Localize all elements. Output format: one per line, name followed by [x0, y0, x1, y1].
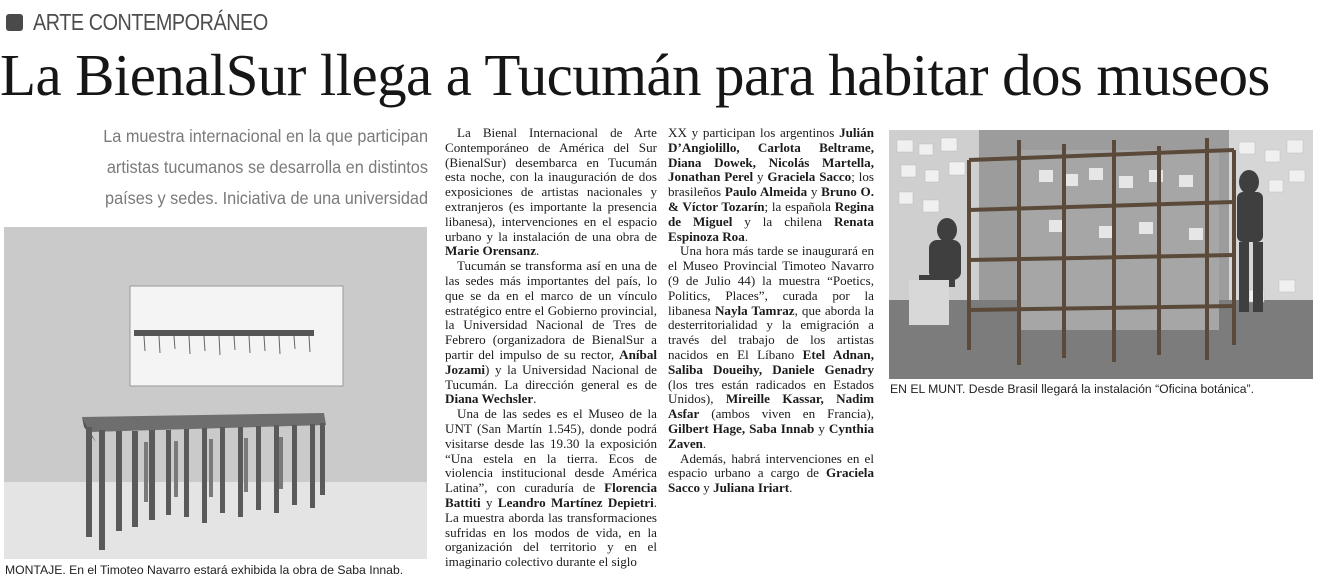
text: la española — [768, 198, 835, 214]
text: (los tres están radicados en Estados Unidos), — [668, 376, 874, 407]
text: ) y la Universidad Nacional de Tucumán. La dirección general es de — [445, 361, 657, 392]
text: y — [700, 480, 714, 496]
text: y — [753, 169, 768, 185]
text: La Bienal Internacional de Arte Contemporáneo de América del Sur (BienalSur) desembarca en Tucumán esta noche, con la inauguración de dos exposiciones de artistas nacionales y extranjeros (es importante la presencia libanesa), intervenciones en el espacio urbano y la instalación de una obra de — [445, 126, 657, 244]
name-bold: D’Angiolillo, Carlota Beltrame, Diana Dowek, Nicolás Martella, Jonathan Perel — [668, 139, 874, 185]
installation-illustration — [889, 130, 1313, 379]
name-bold: Renata — [833, 213, 874, 229]
name-bold: Aníbal Jozami — [445, 346, 657, 377]
text: los brasileños — [668, 169, 874, 200]
article-paragraph-4 — [668, 244, 874, 451]
headline: La BienalSur llega a Tucumán para habitar dos museos — [0, 42, 1270, 108]
name-bold: Paulo — [724, 184, 757, 200]
text: , que aborda la desterritorialidad y la emigración a través del trabajo de los artistas nacidos en El Líbano — [668, 302, 874, 362]
article-column-1 — [445, 126, 657, 578]
name-bold: Julián — [839, 125, 874, 140]
text: . — [536, 243, 540, 259]
subtitle: La muestra internacional en la que participan artistas tucumanos se desarrolla en distintos países y sedes. Iniciativa de una universidad — [103, 126, 428, 208]
caption-left: MONTAJE. En el Timoteo Navarro estará exhibida la obra de Saba Innab. — [5, 563, 404, 577]
text: . — [533, 391, 537, 407]
name-bold: Juliana Iriart — [713, 480, 790, 496]
text: (ambos viven en Francia), — [699, 406, 874, 422]
name-bold: Mireille Kassar, Nadim Asfar — [668, 391, 874, 422]
text: . — [744, 228, 749, 244]
section-header — [6, 9, 306, 35]
name-bold: de Miguel — [668, 213, 733, 229]
name-bold: Nayla Tamraz — [714, 302, 795, 318]
name-bold: Florencia Battiti — [445, 480, 657, 510]
text: y — [807, 184, 822, 200]
name-bold: Espinoza Roa — [668, 228, 745, 244]
article-column-2 — [668, 126, 874, 496]
text: ; — [851, 169, 855, 185]
text: Además, habrá intervenciones en el espacio urbano a cargo de — [668, 450, 874, 481]
photo-munt — [889, 130, 1313, 379]
text: y — [480, 494, 498, 510]
name-bold: Leandro Martínez Depietri — [497, 494, 654, 510]
name-bold: Bruno — [821, 184, 857, 200]
text: Tucumán se transforma así en una de las sedes más importantes del país, lo que se da en el marco de un vínculo estratégico entre el Gobierno provincial, la Universidad Nacional de Tres de Febrero (organizadora de BienalSur a partir del impulso de su rector, — [445, 258, 657, 362]
section-label: ARTE CONTEMPORÁNEO — [33, 8, 268, 35]
name-bold: Etel Adnan, Saliba Doueihy, Daniele Genadry — [668, 346, 874, 377]
name-bold: O. & Víctor Tozarín — [668, 184, 875, 214]
article-paragraph-2 — [445, 259, 657, 407]
text: ; — [764, 198, 769, 214]
name-bold: Sacco — [815, 169, 852, 185]
text: XX y participan los argentinos — [668, 125, 840, 140]
article-paragraph-3-continued — [668, 126, 874, 244]
text: Una hora más tarde se inaugurará en el Museo Provincial Timoteo Navarro (9 de Julio 44) la muestra “Poetics, Politics, Places”, curada por la libanesa — [668, 243, 874, 318]
name-bold: Gilbert Hage, Saba Innab — [668, 420, 815, 436]
text: y la chilena — [732, 213, 834, 229]
name-bold: Graciela Sacco — [668, 465, 874, 496]
article-paragraph-3 — [445, 407, 657, 570]
name-bold: Diana Wechsler — [445, 391, 534, 407]
text: Una de las sedes es el Museo de la UNT (San Martín 1.545), donde podrá visitarse desde las 19.30 la exposición “Una estela en la tierra. Ecos de violencia institucional desde América Latina”, con curaduría de — [445, 406, 657, 496]
caption-right: EN EL MUNT. Desde Brasil llegará la instalación “Oficina botánica”. — [890, 382, 1254, 396]
text: y — [814, 420, 829, 436]
photo-montaje — [4, 227, 427, 559]
article-paragraph-5 — [668, 452, 874, 496]
sculpture-illustration — [4, 227, 427, 559]
text: . — [702, 435, 707, 451]
name-bold: Graciela — [767, 169, 816, 185]
section-bullet-icon — [6, 14, 23, 31]
text: . — [789, 480, 793, 496]
article-paragraph-1 — [445, 126, 657, 259]
name-bold: Almeida — [756, 184, 808, 200]
name-bold: Marie Orensanz — [445, 243, 537, 259]
text: . La muestra aborda las transformaciones sufridas en los modos de vida, en la organización del territorio y en el imaginario colectivo durante el siglo — [445, 494, 657, 570]
name-bold: Cynthia Zaven — [668, 420, 875, 451]
name-bold: Regina — [834, 198, 874, 214]
